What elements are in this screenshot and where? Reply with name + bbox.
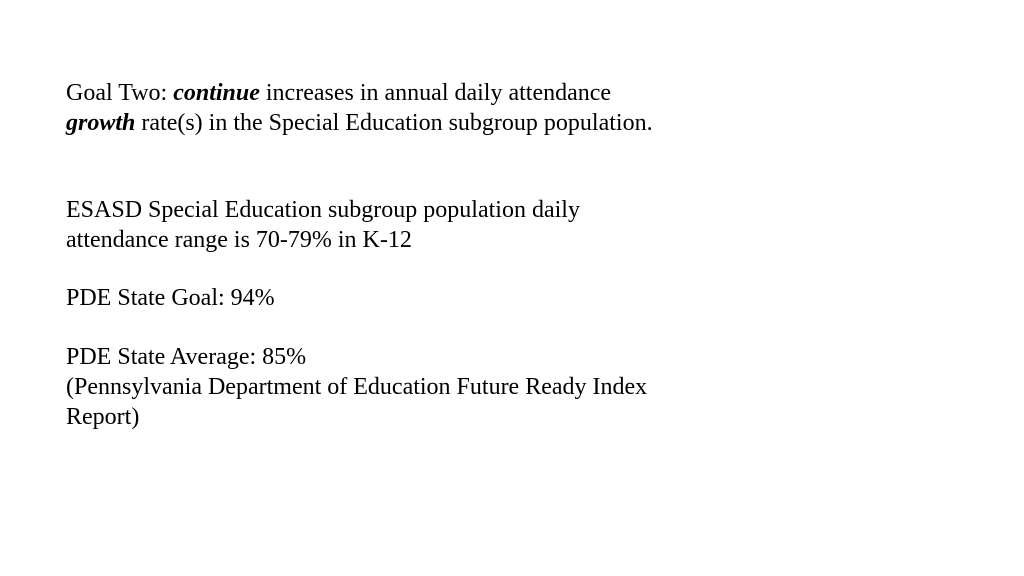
goal-emphasis-continue: continue [173,80,260,106]
goal-prefix: Goal Two: [66,80,174,106]
state-goal-text: PDE State Goal: 94% [66,285,275,311]
slide-body [66,78,786,432]
state-average-line-3: Report) [66,404,140,430]
goal-line1-rest: increases in annual daily attendance [259,80,612,106]
goal-emphasis-growth: growth [66,110,136,136]
goal-two-statement [66,78,786,138]
range-line-1: ESASD Special Education subgroup population daily [66,197,580,223]
pde-state-average [66,342,786,432]
attendance-range-statement [66,195,786,255]
pde-state-goal [66,283,786,313]
state-average-line-2: (Pennsylvania Department of Education Future Ready Index [66,374,648,400]
range-line-2: attendance range is 70-79% in K-12 [66,227,412,253]
goal-line2-rest: rate(s) in the Special Education subgroup population. [135,110,653,136]
state-average-line-1: PDE State Average: 85% [66,344,307,370]
